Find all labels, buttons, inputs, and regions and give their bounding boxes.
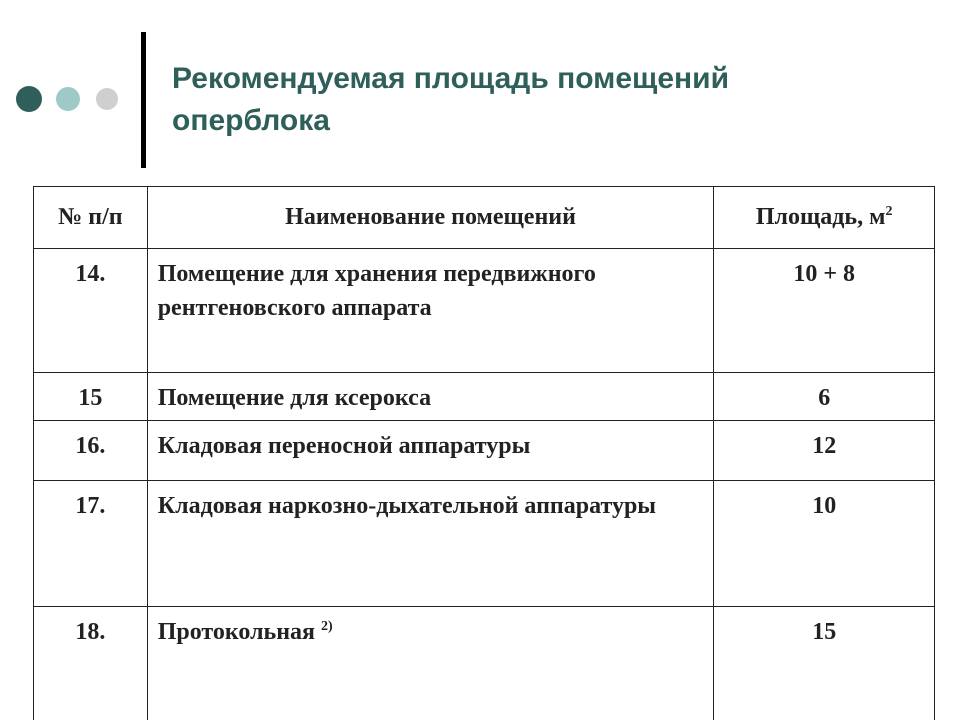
cell-name-text: Помещение для хранения передвижного рентгеновского аппарата bbox=[157, 261, 596, 321]
table-header bbox=[34, 187, 935, 249]
cell-area bbox=[714, 249, 935, 373]
decor-dot-gray bbox=[96, 88, 118, 110]
slide-title-line-2: оперблока bbox=[172, 104, 330, 137]
table-row bbox=[34, 481, 935, 607]
header-name bbox=[147, 187, 714, 249]
cell-area-text: 10 + 8 bbox=[793, 261, 856, 287]
cell-num-text: 16. bbox=[75, 433, 106, 459]
cell-name bbox=[147, 421, 714, 481]
cell-num bbox=[34, 607, 148, 720]
cell-area bbox=[714, 373, 935, 421]
header-name-label: Наименование помещений bbox=[285, 204, 576, 230]
cell-num-text: 17. bbox=[75, 493, 106, 519]
cell-num bbox=[34, 481, 148, 607]
decor-dot-light bbox=[56, 87, 80, 111]
cell-num bbox=[34, 249, 148, 373]
table-row bbox=[34, 607, 935, 720]
table-body bbox=[34, 249, 935, 720]
cell-num-text: 15 bbox=[78, 385, 103, 411]
rooms-table bbox=[33, 186, 935, 720]
cell-num-text: 14. bbox=[75, 261, 106, 287]
header-num-label: № п/п bbox=[58, 204, 123, 230]
cell-area-text: 12 bbox=[812, 433, 837, 459]
cell-num bbox=[34, 373, 148, 421]
table-row bbox=[34, 421, 935, 481]
table-row bbox=[34, 373, 935, 421]
header-num bbox=[34, 187, 148, 249]
cell-area bbox=[714, 481, 935, 607]
footnote-marker: 2) bbox=[321, 619, 333, 634]
cell-area bbox=[714, 607, 935, 720]
table-header-row bbox=[34, 187, 935, 249]
title-divider-bar bbox=[141, 32, 146, 168]
cell-name-text: Кладовая наркозно-дыхательной аппаратуры bbox=[157, 493, 657, 519]
header-area bbox=[714, 187, 935, 249]
cell-name-wrap bbox=[148, 607, 714, 649]
cell-name bbox=[147, 373, 714, 421]
cell-area bbox=[714, 421, 935, 481]
cell-name-text: Протокольная bbox=[157, 619, 322, 645]
table-row bbox=[34, 249, 935, 373]
slide-title-line-1: Рекомендуемая площадь помещений bbox=[172, 62, 730, 95]
cell-name-text: Помещение для ксерокса bbox=[157, 385, 432, 411]
cell-area-text: 6 bbox=[818, 385, 831, 411]
cell-num-text: 18. bbox=[75, 619, 106, 645]
cell-area-text: 15 bbox=[812, 619, 837, 645]
cell-name bbox=[147, 481, 714, 607]
slide-title bbox=[172, 58, 932, 142]
header-area-label: Площадь, м bbox=[755, 204, 886, 230]
cell-name bbox=[147, 249, 714, 373]
header-area-unit-superscript: 2 bbox=[885, 204, 893, 219]
decor-dot-dark bbox=[16, 86, 42, 112]
cell-name-text: Кладовая переносной аппаратуры bbox=[157, 433, 531, 459]
cell-area-text: 10 bbox=[812, 493, 837, 519]
cell-num bbox=[34, 421, 148, 481]
cell-name bbox=[147, 607, 714, 720]
